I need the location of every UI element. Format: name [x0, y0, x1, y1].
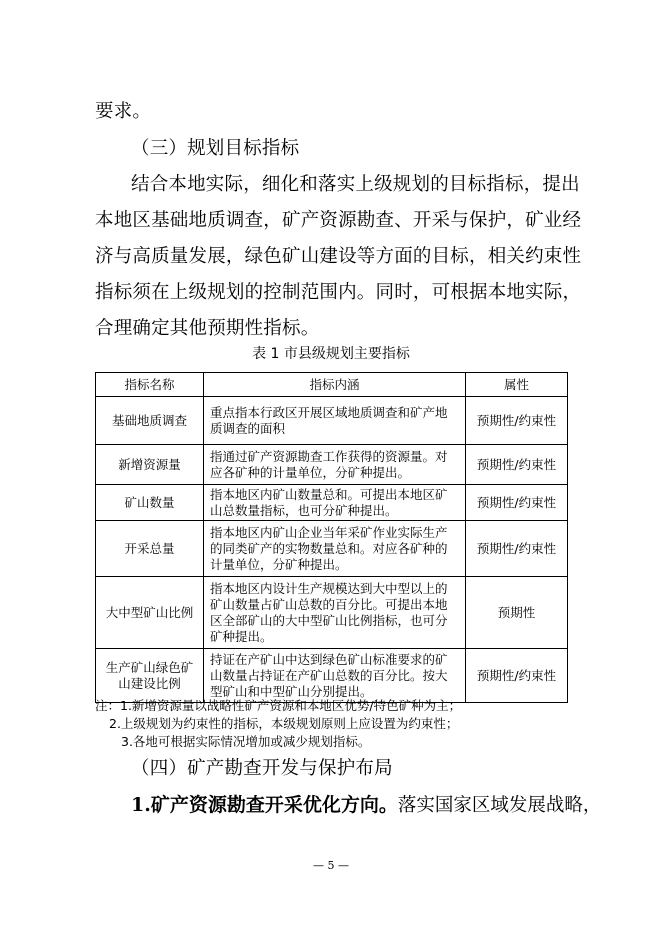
numbered-item-lead: 1.矿产资源勘查开采优化方向。 [131, 794, 398, 816]
indicator-description: 指本地区内设计生产规模达到大中型以上的矿山数量占矿山总数的百分比。可提出本地区全部矿山的大中型矿山比例指标，也可分矿种提出。 [204, 577, 466, 649]
table-row [96, 577, 568, 649]
paragraph-line: 合理确定其他预期性指标。 [95, 318, 320, 339]
indicator-description: 指本地区内矿山企业当年采矿作业实际生产的同类矿产的实物数量总和。对应各矿种的计量单位，分矿种提出。 [204, 521, 466, 577]
indicator-name: 矿山数量 [96, 485, 204, 521]
continuation-text: 要求。 [95, 101, 152, 122]
section-heading-layout: （四）矿产勘查开发与保护布局 [131, 758, 393, 779]
indicator-attribute: 预期性/约束性 [466, 445, 568, 485]
indicator-attribute: 预期性/约束性 [466, 397, 568, 445]
column-header-description: 指标内涵 [204, 373, 466, 397]
table-caption: 表 1 市县级规划主要指标 [252, 346, 410, 362]
indicator-name: 基础地质调查 [96, 397, 204, 445]
indicator-attribute: 预期性/约束性 [466, 521, 568, 577]
table-note: 注：1.新增资源量以战略性矿产资源和本地区优势/特色矿种为主； [95, 698, 462, 713]
indicator-name: 生产矿山绿色矿山建设比例 [96, 649, 204, 703]
indicator-name: 开采总量 [96, 521, 204, 577]
paragraph-line: 本地区基础地质调查，矿产资源勘查、开采与保护，矿业经 [95, 210, 582, 231]
indicator-name: 新增资源量 [96, 445, 204, 485]
indicator-table [95, 372, 568, 703]
indicator-attribute: 预期性/约束性 [466, 649, 568, 703]
table-note: 3.各地可根据实际情况增加或减少规划指标。 [121, 734, 371, 749]
indicator-attribute: 预期性/约束性 [466, 485, 568, 521]
table-row [96, 649, 568, 703]
table-row [96, 521, 568, 577]
numbered-item [131, 792, 601, 819]
indicator-name: 大中型矿山比例 [96, 577, 204, 649]
table-row [96, 445, 568, 485]
table-row [96, 397, 568, 445]
indicator-description: 指通过矿产资源勘查工作获得的资源量。对应各矿种的计量单位，分矿种提出。 [204, 445, 466, 485]
table-row [96, 485, 568, 521]
indicator-description: 持证在产矿山中达到绿色矿山标准要求的矿山数量占持证在产矿山总数的百分比。按大型矿山和中型矿山分别提出。 [204, 649, 466, 703]
column-header-attribute: 属性 [466, 373, 568, 397]
paragraph-line: 济与高质量发展，绿色矿山建设等方面的目标，相关约束性 [95, 246, 582, 267]
paragraph-line: 指标须在上级规划的控制范围内。同时，可根据本地实际， [95, 282, 582, 303]
column-header-name: 指标名称 [96, 373, 204, 397]
paragraph-line: 结合本地实际，细化和落实上级规划的目标指标，提出 [131, 174, 580, 195]
numbered-item-text: 落实国家区域发展战略， [397, 795, 602, 816]
table-note: 2.上级规划为约束性的指标，本级规划原则上应设置为约束性； [109, 716, 459, 731]
section-heading-planning-targets: （三）规划目标指标 [131, 138, 300, 159]
indicator-description: 重点指本行政区开展区域地质调查和矿产地质调查的面积 [204, 397, 466, 445]
table-header-row [96, 373, 568, 397]
indicator-attribute: 预期性 [466, 577, 568, 649]
page-number: — 5 — [313, 859, 349, 872]
indicator-description: 指本地区内矿山数量总和。可提出本地区矿山总数量指标，也可分矿种提出。 [204, 485, 466, 521]
